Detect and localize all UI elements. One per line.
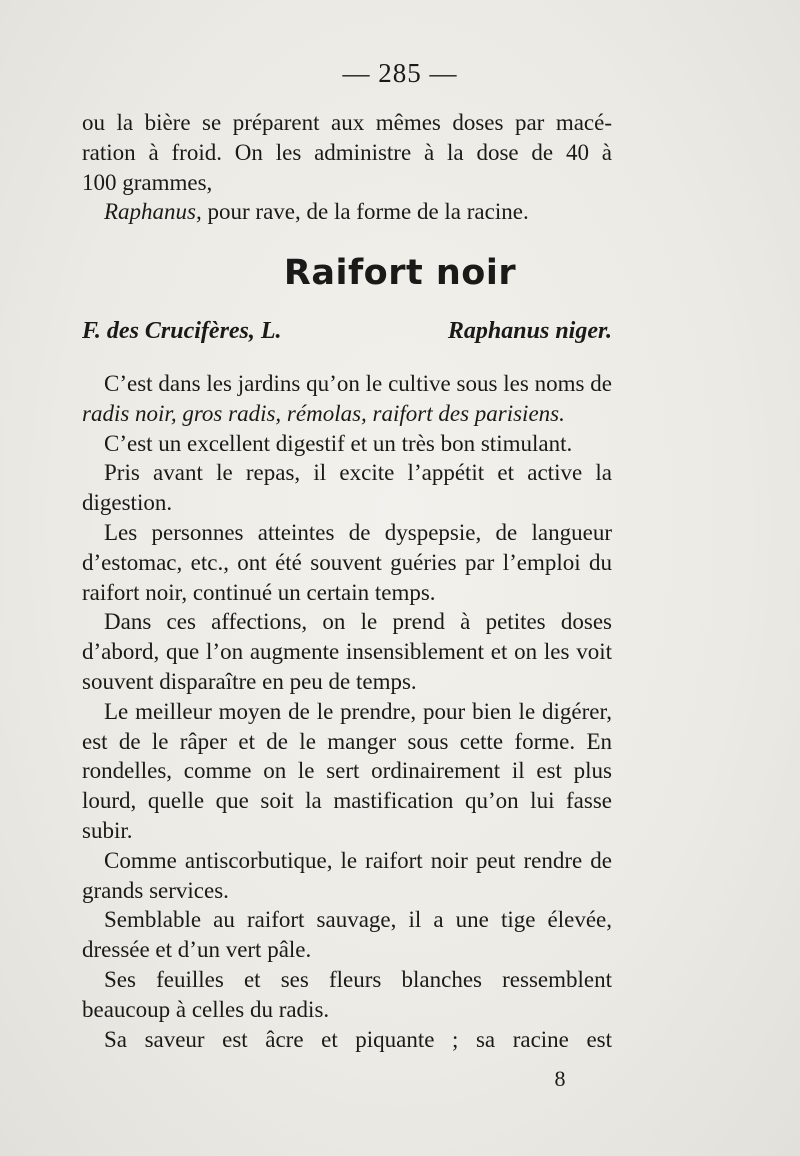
paragraph: Les personnes atteintes de dyspepsie, de langueur d’estomac, etc., ont été souvent guéries par l’emploi du raifort noir, continué un certain temps. <box>82 519 612 605</box>
common-names: radis noir, gros radis, rémolas, raifort des parisiens. <box>82 400 565 426</box>
paragraph: C’est un excellent digestif et un très bon stimulant. <box>104 430 573 456</box>
page-number: — 285 — <box>342 58 458 88</box>
section-title: Raifort noir <box>283 253 517 293</box>
body-text <box>82 369 612 1054</box>
text-line: ou la bière se préparent aux mêmes doses par macé- <box>82 110 612 135</box>
paragraph: Sa saveur est âcre et piquante ; sa racine est <box>104 1026 612 1052</box>
paragraph: Le meilleur moyen de le prendre, pour bien le digérer, est de le râper et de le manger sous cette forme. En rondelles, comme on le sert ordinairement il est plus lourd, quelle que soit la mastification qu’on lui fasse subir. <box>82 698 612 843</box>
paragraph: Dans ces affections, on le prend à petites doses d’abord, que l’on augmente insensiblement et on les voit souvent disparaître en peu de temps. <box>82 609 612 694</box>
raphanus-word: Raphanus, <box>104 199 202 225</box>
paragraph: Comme antiscorbutique, le raifort noir peut rendre de grands services. <box>82 847 612 903</box>
latin-name: Raphanus niger. <box>447 318 612 344</box>
botanical-family-line <box>82 318 612 345</box>
paragraph: Pris avant le repas, il excite l’appétit et active la digestion. <box>82 460 612 516</box>
raphanus-line <box>82 197 612 227</box>
paragraph: Semblable au raifort sauvage, il a une tige élevée, dressée et d’un vert pâle. <box>82 907 612 963</box>
paragraph-text: C’est dans les jardins qu’on le cultive sous les noms de <box>104 371 612 396</box>
continued-paragraph <box>82 108 612 227</box>
paragraph <box>82 369 612 429</box>
family-name: F. des Crucifères, L. <box>82 318 282 344</box>
paragraph: Ses feuilles et ses fleurs blanches ressemblent beaucoup à celles du radis. <box>82 966 612 1022</box>
raphanus-definition: pour rave, de la forme de la racine. <box>201 199 529 225</box>
text-line: ration à froid. On les administre à la dose de 40 à <box>82 139 612 165</box>
text-line: 100 grammes, <box>82 169 213 195</box>
signature-mark: 8 <box>554 1066 566 1091</box>
